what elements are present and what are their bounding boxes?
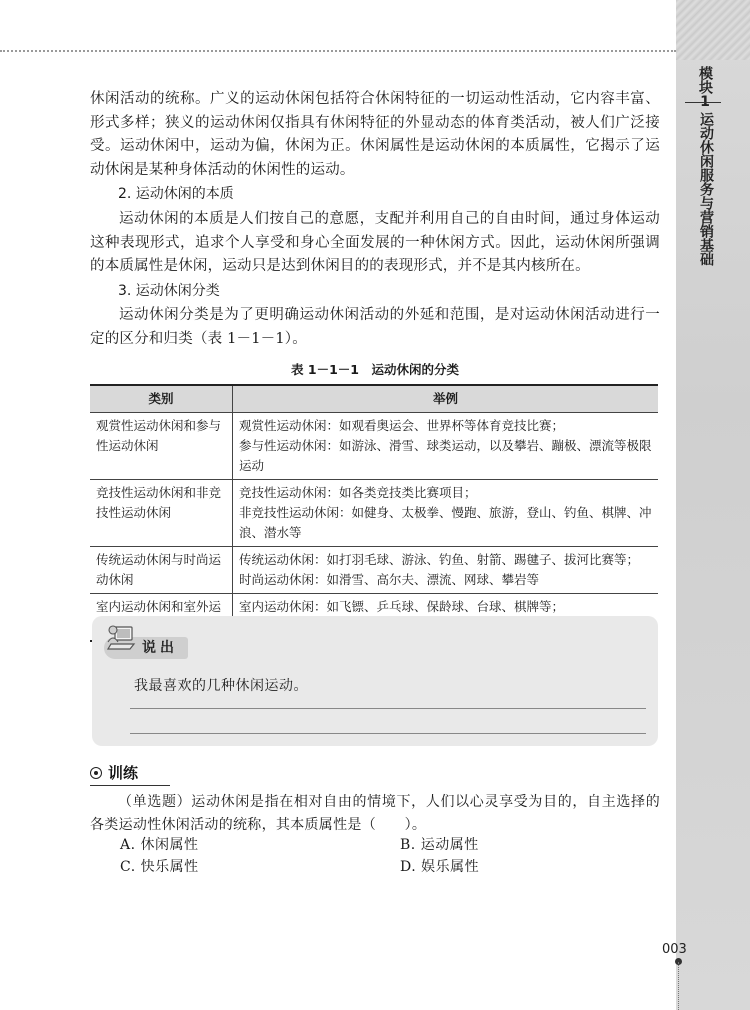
- module-title: 运动休闲服务与营销基础: [698, 112, 714, 266]
- example-line: 观赏性运动休闲：如观看奥运会、世界杯等体育竞技比赛；: [239, 417, 565, 433]
- category-cell: 观赏性运动休闲和参与性运动休闲: [90, 412, 233, 479]
- table-row: [90, 412, 658, 479]
- category-cell: 室内运动休闲和室外运: [90, 593, 233, 641]
- example-line: 时尚运动休闲：如滑雪、高尔夫、漂流、网球、攀岩等: [239, 571, 540, 587]
- example-line: 传统运动休闲：如打羽毛球、游泳、钓鱼、射箭、踢毽子、拔河比赛等；: [239, 551, 640, 567]
- examples-cell: [233, 546, 659, 593]
- option-a[interactable]: A. 休闲属性: [120, 837, 199, 853]
- option-b[interactable]: B. 运动属性: [400, 837, 479, 853]
- example-line: 室内运动休闲：如飞镖、乒乓球、保龄球、台球、棋牌等；: [239, 598, 565, 614]
- module-label: 模块1: [697, 66, 713, 110]
- target-bullet-icon: [90, 767, 102, 779]
- header-examples: 举例: [233, 385, 659, 413]
- side-tab-texture: [676, 0, 750, 60]
- option-d[interactable]: D. 娱乐属性: [400, 859, 480, 875]
- table-row: [90, 479, 658, 546]
- paragraph-3: 运动休闲分类是为了更明确运动休闲活动的外延和范围，是对运动休闲活动进行一定的区分和归类（表 1－1－1）。: [90, 307, 660, 347]
- page-marker-line: [678, 962, 679, 1010]
- examples-cell: [233, 412, 659, 479]
- header-category: 类别: [90, 385, 233, 413]
- table-row: [90, 546, 658, 593]
- classification-table: [90, 384, 658, 642]
- speak-out-label: 说出: [142, 640, 178, 656]
- main-content: [90, 88, 660, 642]
- training-label: 训练: [108, 764, 139, 782]
- section-heading-2: 2. 运动休闲的本质: [118, 186, 234, 203]
- speak-out-prompt: 我最喜欢的几种休闲运动。: [134, 678, 308, 694]
- question-text: （单选题）运动休闲是指在相对自由的情境下，人们以心灵享受为目的，自主选择的各类运动性休闲活动的统称，其本质属性是（ ）。: [90, 794, 660, 833]
- category-cell: 竞技性运动休闲和非竞技性运动休闲: [90, 479, 233, 546]
- examples-cell: [233, 479, 659, 546]
- speak-out-header: [104, 621, 188, 663]
- paragraph-2: 运动休闲的本质是人们按自己的意愿，支配并利用自己的自由时间，通过身体运动这种表现形式，追求个人享受和身心全面发展的一种休闲方式。因此，运动休闲所强调的本质属性是休闲，运动只是达到休闲目的的表现形式，并不是其内核所在。: [90, 210, 660, 275]
- example-line: 参与性运动休闲：如游泳、滑雪、球类运动，以及攀岩、蹦极、漂流等极限运动: [239, 437, 652, 473]
- example-line: 非竞技性运动休闲：如健身、太极拳、慢跑、旅游，登山、钓鱼、棋牌、冲浪、潜水等: [239, 504, 652, 540]
- example-line: 竞技性运动休闲：如各类竞技类比赛项目；: [239, 484, 477, 500]
- category-cell: 传统运动休闲与时尚运动休闲: [90, 546, 233, 593]
- training-underline: [90, 785, 170, 786]
- page-number: 003: [662, 942, 687, 957]
- top-dotted-rule: [0, 50, 676, 52]
- module-divider: [685, 102, 721, 103]
- computer-user-icon: [106, 621, 136, 655]
- table-header-row: [90, 385, 658, 413]
- answer-line[interactable]: [130, 733, 646, 734]
- answer-line[interactable]: [130, 708, 646, 709]
- training-heading: [90, 763, 170, 785]
- option-c[interactable]: C. 快乐属性: [120, 859, 199, 875]
- section-heading-3: 3. 运动休闲分类: [118, 282, 220, 299]
- table-caption: 表 1－1－1 运动休闲的分类: [291, 361, 459, 377]
- paragraph-1: 休闲活动的统称。广义的运动休闲包括符合休闲特征的一切运动性活动，它内容丰富、形式多样；狭义的运动休闲仅指具有休闲特征的外显动态的体育类活动，被人们广泛接受。运动休闲中，运动为偏，休闲为正。休闲属性是运动休闲的本质属性，它揭示了运动休闲是某种身体活动的休闲性的运动。: [90, 91, 660, 178]
